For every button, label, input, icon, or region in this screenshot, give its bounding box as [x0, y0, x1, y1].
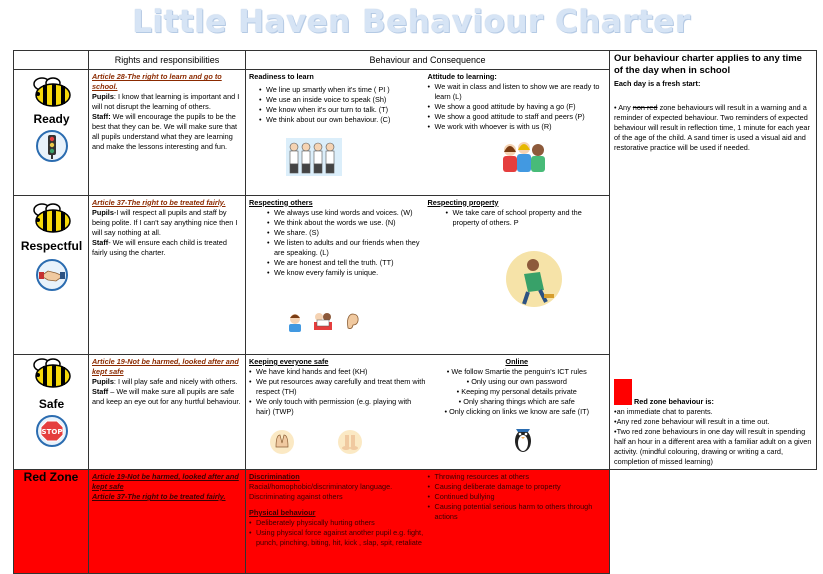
children-group-icon: [500, 138, 548, 176]
list-item: • We follow Smartie the penguin's ICT rules: [446, 366, 587, 376]
list-item: • We know when it's our turn to talk. (T): [259, 105, 428, 115]
respecting-property-title: Respecting property: [427, 197, 499, 207]
respectful-rights: [89, 195, 246, 354]
red-zone-rights: [89, 470, 246, 574]
respectful-article: Article 37-The right to be treated fairly.: [92, 197, 226, 207]
respectful-behaviour: [246, 195, 610, 354]
respectful-staff: Staff- We will ensure each child is treated fairly using the charter.: [92, 237, 227, 257]
ready-label: Ready: [33, 112, 70, 127]
discrimination-text: Racial/homophobic/discriminatory language. Discriminating against others: [249, 482, 393, 501]
children-reading-icon: [312, 310, 334, 332]
list-item: • Deliberately physically hurting others: [249, 518, 428, 528]
ready-pupils: Pupils: I know that learning is important and I will not disrupt the learning of others.: [92, 92, 240, 112]
red-zone-article-19: Article 19-Not be harmed, looked after and kept safe: [92, 472, 239, 491]
bee-icon: [29, 202, 73, 234]
red-zone-item: •Two red zone behaviours in one day will result in spending half an hour in a different area with a familiar adult on a given activity. (mindful colouring, drawing or writing a card, completion of missed learning): [614, 427, 812, 466]
applies-heading: Our behaviour charter applies to any time of the day when in school: [614, 53, 802, 76]
stop-sign-text: STOP: [41, 427, 63, 436]
penguin-icon: [512, 425, 534, 453]
list-item: • We listen to adults and our friends when they are speaking. (L): [267, 238, 428, 258]
list-item: • Only clicking on links we know are safe (IT): [444, 406, 589, 416]
safe-article: Article 19-Not be harmed, looked after and kept safe: [92, 356, 239, 376]
kind-feet-icon: [338, 429, 362, 455]
list-item: • We share. (S): [267, 228, 428, 238]
list-item: • Only sharing things which are safe: [458, 396, 575, 406]
boy-cleaning-icon: [506, 248, 562, 310]
ear-icon: [344, 312, 360, 332]
safe-pupils: Pupils: I will play safe and nicely with others.: [92, 376, 238, 386]
respecting-others-title: Respecting others: [249, 197, 313, 207]
header-behaviour: Behaviour and Consequence: [246, 51, 610, 70]
attitude-title: Attitude to learning:: [427, 72, 497, 82]
list-item: • We line up smartly when it's time ( PI ): [259, 85, 428, 95]
header-rights: Rights and responsibilities: [89, 51, 246, 70]
list-item: • We are honest and tell the truth. (TT): [267, 258, 428, 268]
red-square: [614, 379, 632, 405]
safe-rights: [89, 354, 246, 469]
bee-icon: [29, 76, 73, 108]
list-item: • We wait in class and listen to show we are ready to learn (L): [428, 82, 607, 102]
list-item: • We show a good attitude to staff and peers (P): [428, 112, 607, 122]
list-item: • Keeping my personal details private: [456, 386, 577, 396]
safe-staff: Staff – We will make sure all pupils are safe and keep an eye out for any hurtful behaviour.: [92, 386, 241, 406]
list-item: • We think about the words we use. (N): [267, 218, 428, 228]
ready-staff: Staff: We will encourage the pupils to be the best that they can be. We will make sure that all pupils understand what they are learning and make the lessons interesting and fun.: [92, 112, 238, 152]
online-title: Online: [505, 356, 529, 366]
list-item: • We only touch with permission (e.g. playing with hair) (TWP): [249, 397, 428, 417]
list-item: • We know every family is unique.: [267, 268, 428, 278]
list-item: • We show a good attitude by having a go (F): [428, 102, 607, 112]
list-item: • We think about our own behaviour. (C): [259, 115, 428, 125]
red-zone-behaviour: [246, 470, 610, 574]
red-zone-label: Red Zone: [14, 470, 89, 574]
header-blank: [14, 51, 89, 70]
list-item: • Causing deliberate damage to property: [428, 482, 607, 492]
safe-behaviour: [246, 354, 610, 469]
red-zone-title: Red zone behaviour is:: [634, 397, 714, 406]
readiness-title: Readiness to learn: [249, 72, 314, 82]
list-item: • Continued bullying: [428, 492, 607, 502]
traffic-light-icon: [36, 130, 68, 162]
ready-article: Article 28-The right to learn and go to school.: [92, 72, 222, 92]
right-panel: [610, 51, 817, 470]
charter-table: [13, 50, 817, 574]
list-item: • Only using our own password: [466, 376, 567, 386]
ready-behaviour: [246, 70, 610, 195]
ready-label-cell: [14, 70, 89, 195]
handshake-icon: [36, 259, 68, 291]
child-speaking-icon: [286, 312, 304, 332]
red-zone-item: •an immediate chat to parents.: [614, 407, 713, 416]
respectful-pupils: Pupils-I will respect all pupils and staff by being polite. If I can't say anything nice then I will say nothing at all.: [92, 207, 238, 237]
fresh-start: Each day is a fresh start:: [614, 79, 701, 88]
respectful-label: Respectful: [20, 238, 83, 253]
ready-rights: [89, 70, 246, 195]
reminder-paragraph: • Any non red zone behaviours will result in a warning and a reminder of expected behaviour. Two reminders of expected behaviour will result in reflection time, 1 minute for each year of the age of the child. A sand timer is used a visual aid and restorative practice will be used if needed.: [614, 103, 810, 152]
list-item: • We put resources away carefully and treat them with respect (TH): [249, 377, 428, 397]
keeping-safe-title: Keeping everyone safe: [249, 356, 329, 366]
list-item: • We use an inside voice to speak (Sh): [259, 95, 428, 105]
page-title: Little Haven Behaviour Charter: [132, 4, 691, 40]
list-item: • Causing potential serious harm to others through actions: [428, 502, 607, 522]
list-item: • We have kind hands and feet (KH): [249, 367, 428, 377]
list-item: • We always use kind words and voices. (W): [267, 208, 428, 218]
list-item: • We take care of school property and the property of others. P: [446, 208, 607, 228]
bee-icon: [29, 357, 73, 389]
list-item: • Throwing resources at others: [428, 472, 607, 482]
list-item: • Using physical force against another pupil e.g. fight, punch, pinching, biting, hit, kick , slap, spit, retaliate: [249, 528, 428, 548]
red-zone-article-37: Article 37-The right to be treated fairly.: [92, 492, 226, 501]
children-line-icon: [286, 138, 342, 176]
discrimination-title: Discrimination: [249, 472, 300, 481]
kind-hands-icon: [270, 429, 294, 455]
physical-title: Physical behaviour: [249, 508, 316, 517]
respectful-label-cell: [14, 195, 89, 354]
red-zone-item: •Any red zone behaviour will result in a time out.: [614, 417, 770, 426]
list-item: • We work with whoever is with us (R): [428, 122, 607, 132]
stop-sign-icon: [36, 415, 68, 447]
safe-label-cell: [14, 354, 89, 469]
safe-label: Safe: [38, 396, 65, 411]
